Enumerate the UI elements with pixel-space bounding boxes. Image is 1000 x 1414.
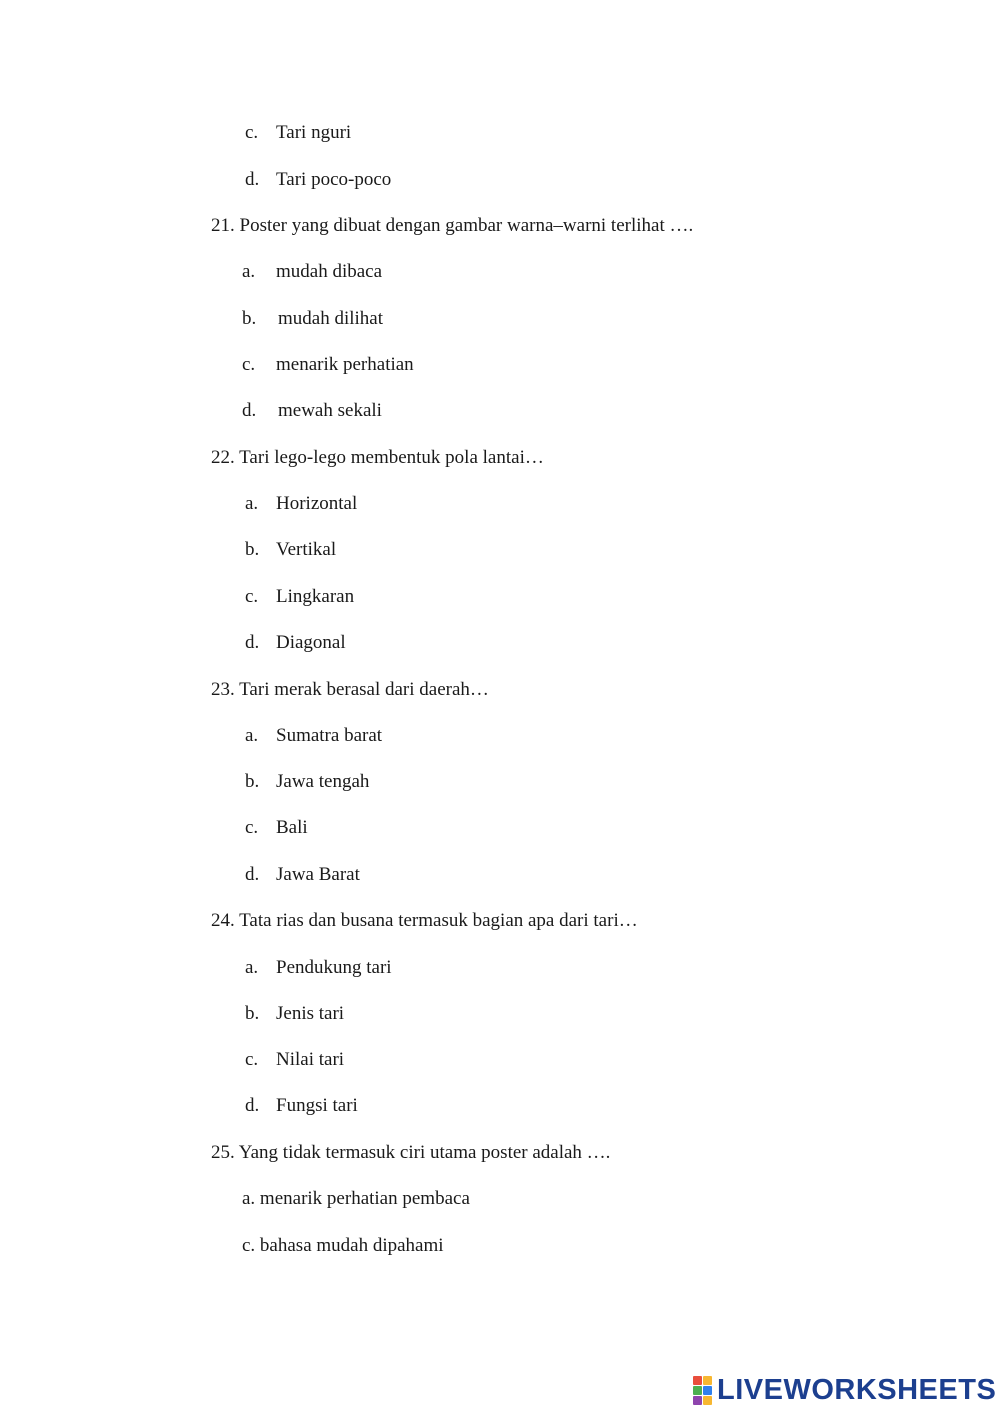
option-letter: c. (245, 122, 259, 143)
option-text: Sumatra barat (276, 725, 383, 746)
option-letter: b. (245, 539, 260, 560)
option-text: Nilai tari (276, 1049, 345, 1070)
option-text: Lingkaran (276, 586, 355, 607)
option-letter: c. (245, 817, 259, 838)
option-text: Pendukung tari (276, 957, 392, 978)
option-text: Tari poco-poco (276, 169, 392, 190)
option-letter: a. (245, 493, 259, 514)
liveworksheets-logo (693, 1374, 996, 1406)
option-letter: b. (242, 308, 257, 329)
option-letter: d. (245, 632, 260, 653)
option-text: Diagonal (276, 632, 346, 653)
option-text: mudah dilihat (278, 308, 384, 329)
question-21: 21. Poster yang dibuat dengan gambar warna–warni terlihat …. (211, 215, 694, 236)
option-letter: d. (242, 400, 257, 421)
option-letter: d. (245, 864, 260, 885)
option-text: Jawa Barat (276, 864, 360, 885)
option-letter: a. (245, 725, 259, 746)
option-letter: a. (245, 957, 259, 978)
option-letter: c. (245, 586, 259, 607)
option-letter: d. (245, 1095, 260, 1116)
option-letter: c. (245, 1049, 259, 1070)
question-22: 22. Tari lego-lego membentuk pola lantai… (211, 447, 544, 468)
option-letter: d. (245, 169, 260, 190)
logo-mark-icon (693, 1376, 713, 1404)
option-text: Jawa tengah (276, 771, 370, 792)
option-text: c. bahasa mudah dipahami (242, 1235, 444, 1256)
option-text: Horizontal (276, 493, 358, 514)
question-24: 24. Tata rias dan busana termasuk bagian apa dari tari… (211, 910, 638, 931)
question-25: 25. Yang tidak termasuk ciri utama poster adalah …. (211, 1142, 611, 1163)
option-text: menarik perhatian (276, 354, 414, 375)
option-letter: b. (245, 771, 260, 792)
option-text: mewah sekali (278, 400, 382, 421)
option-letter: b. (245, 1003, 260, 1024)
option-letter: c. (242, 354, 256, 375)
option-text: Tari nguri (276, 122, 352, 143)
question-23: 23. Tari merak berasal dari daerah… (211, 679, 489, 700)
option-text: Fungsi tari (276, 1095, 358, 1116)
option-letter: a. (242, 261, 256, 282)
logo-text: LIVEWORKSHEETS (717, 1373, 997, 1406)
option-text: a. menarik perhatian pembaca (242, 1188, 470, 1209)
option-text: Bali (276, 817, 308, 838)
option-text: Vertikal (276, 539, 337, 560)
option-text: mudah dibaca (276, 261, 383, 282)
option-text: Jenis tari (276, 1003, 345, 1024)
